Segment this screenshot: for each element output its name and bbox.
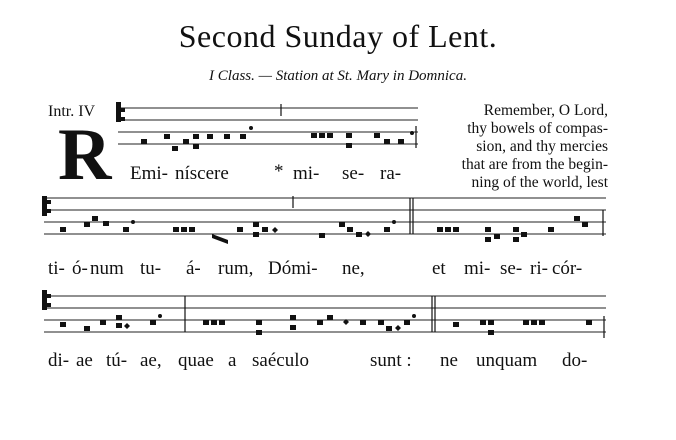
lyric-syllable: á- [186, 258, 201, 279]
lyric-syllable: a [228, 350, 237, 371]
lyric-syllable: ri- [530, 258, 548, 279]
lyric-syllable: saéculo [252, 350, 309, 371]
lyric-syllable: cór- [552, 258, 583, 279]
translation-line: ning of the world, lest [471, 174, 608, 191]
lyric-syllable: ra- [380, 163, 402, 184]
lyric-syllable: Emi- [130, 163, 168, 184]
translation-line: that are from the begin- [461, 156, 608, 173]
lyric-syllable: se- [500, 258, 523, 279]
lyric-syllable: num [90, 258, 124, 279]
lyric-syllable: quae [178, 350, 214, 371]
neumes [60, 126, 592, 335]
page-subtitle: I Class. — Station at St. Mary in Domnica. [209, 68, 467, 84]
lyric-syllable: rum, [218, 258, 254, 279]
lyric-syllable: di- [48, 350, 70, 371]
lyric-syllable: ae [76, 350, 93, 371]
initial-letter: R [58, 114, 112, 196]
lyric-syllable: ae, [140, 350, 162, 371]
lyric-syllable: ó- [72, 258, 88, 279]
lyric-syllable: se- [342, 163, 365, 184]
translation-line: sion, and thy mercies [476, 138, 608, 155]
lyric-syllable: tu- [140, 258, 162, 279]
page-title: Second Sunday of Lent. [178, 18, 498, 54]
lyric-syllable: ne, [342, 258, 365, 279]
lyric-syllable: ti- [48, 258, 65, 279]
lyric-syllable: et [432, 258, 446, 279]
lyric-asterisk: * [274, 161, 284, 182]
lyric-syllable: mi- [293, 163, 320, 184]
translation-line: Remember, O Lord, [483, 102, 608, 119]
lyric-syllable: unquam [476, 350, 538, 371]
lyric-syllable: do- [562, 350, 588, 371]
lyric-syllable: sunt : [370, 350, 412, 371]
lyric-syllable: níscere [175, 163, 229, 184]
staff-lines [44, 108, 606, 332]
lyric-syllable: Dómi- [268, 258, 318, 279]
mode-label: Intr. IV [48, 103, 96, 120]
lyric-syllable: mi- [464, 258, 491, 279]
translation-line: thy bowels of compas- [467, 120, 608, 137]
lyric-syllable: tú- [106, 350, 128, 371]
lyric-syllable: ne [440, 350, 458, 371]
